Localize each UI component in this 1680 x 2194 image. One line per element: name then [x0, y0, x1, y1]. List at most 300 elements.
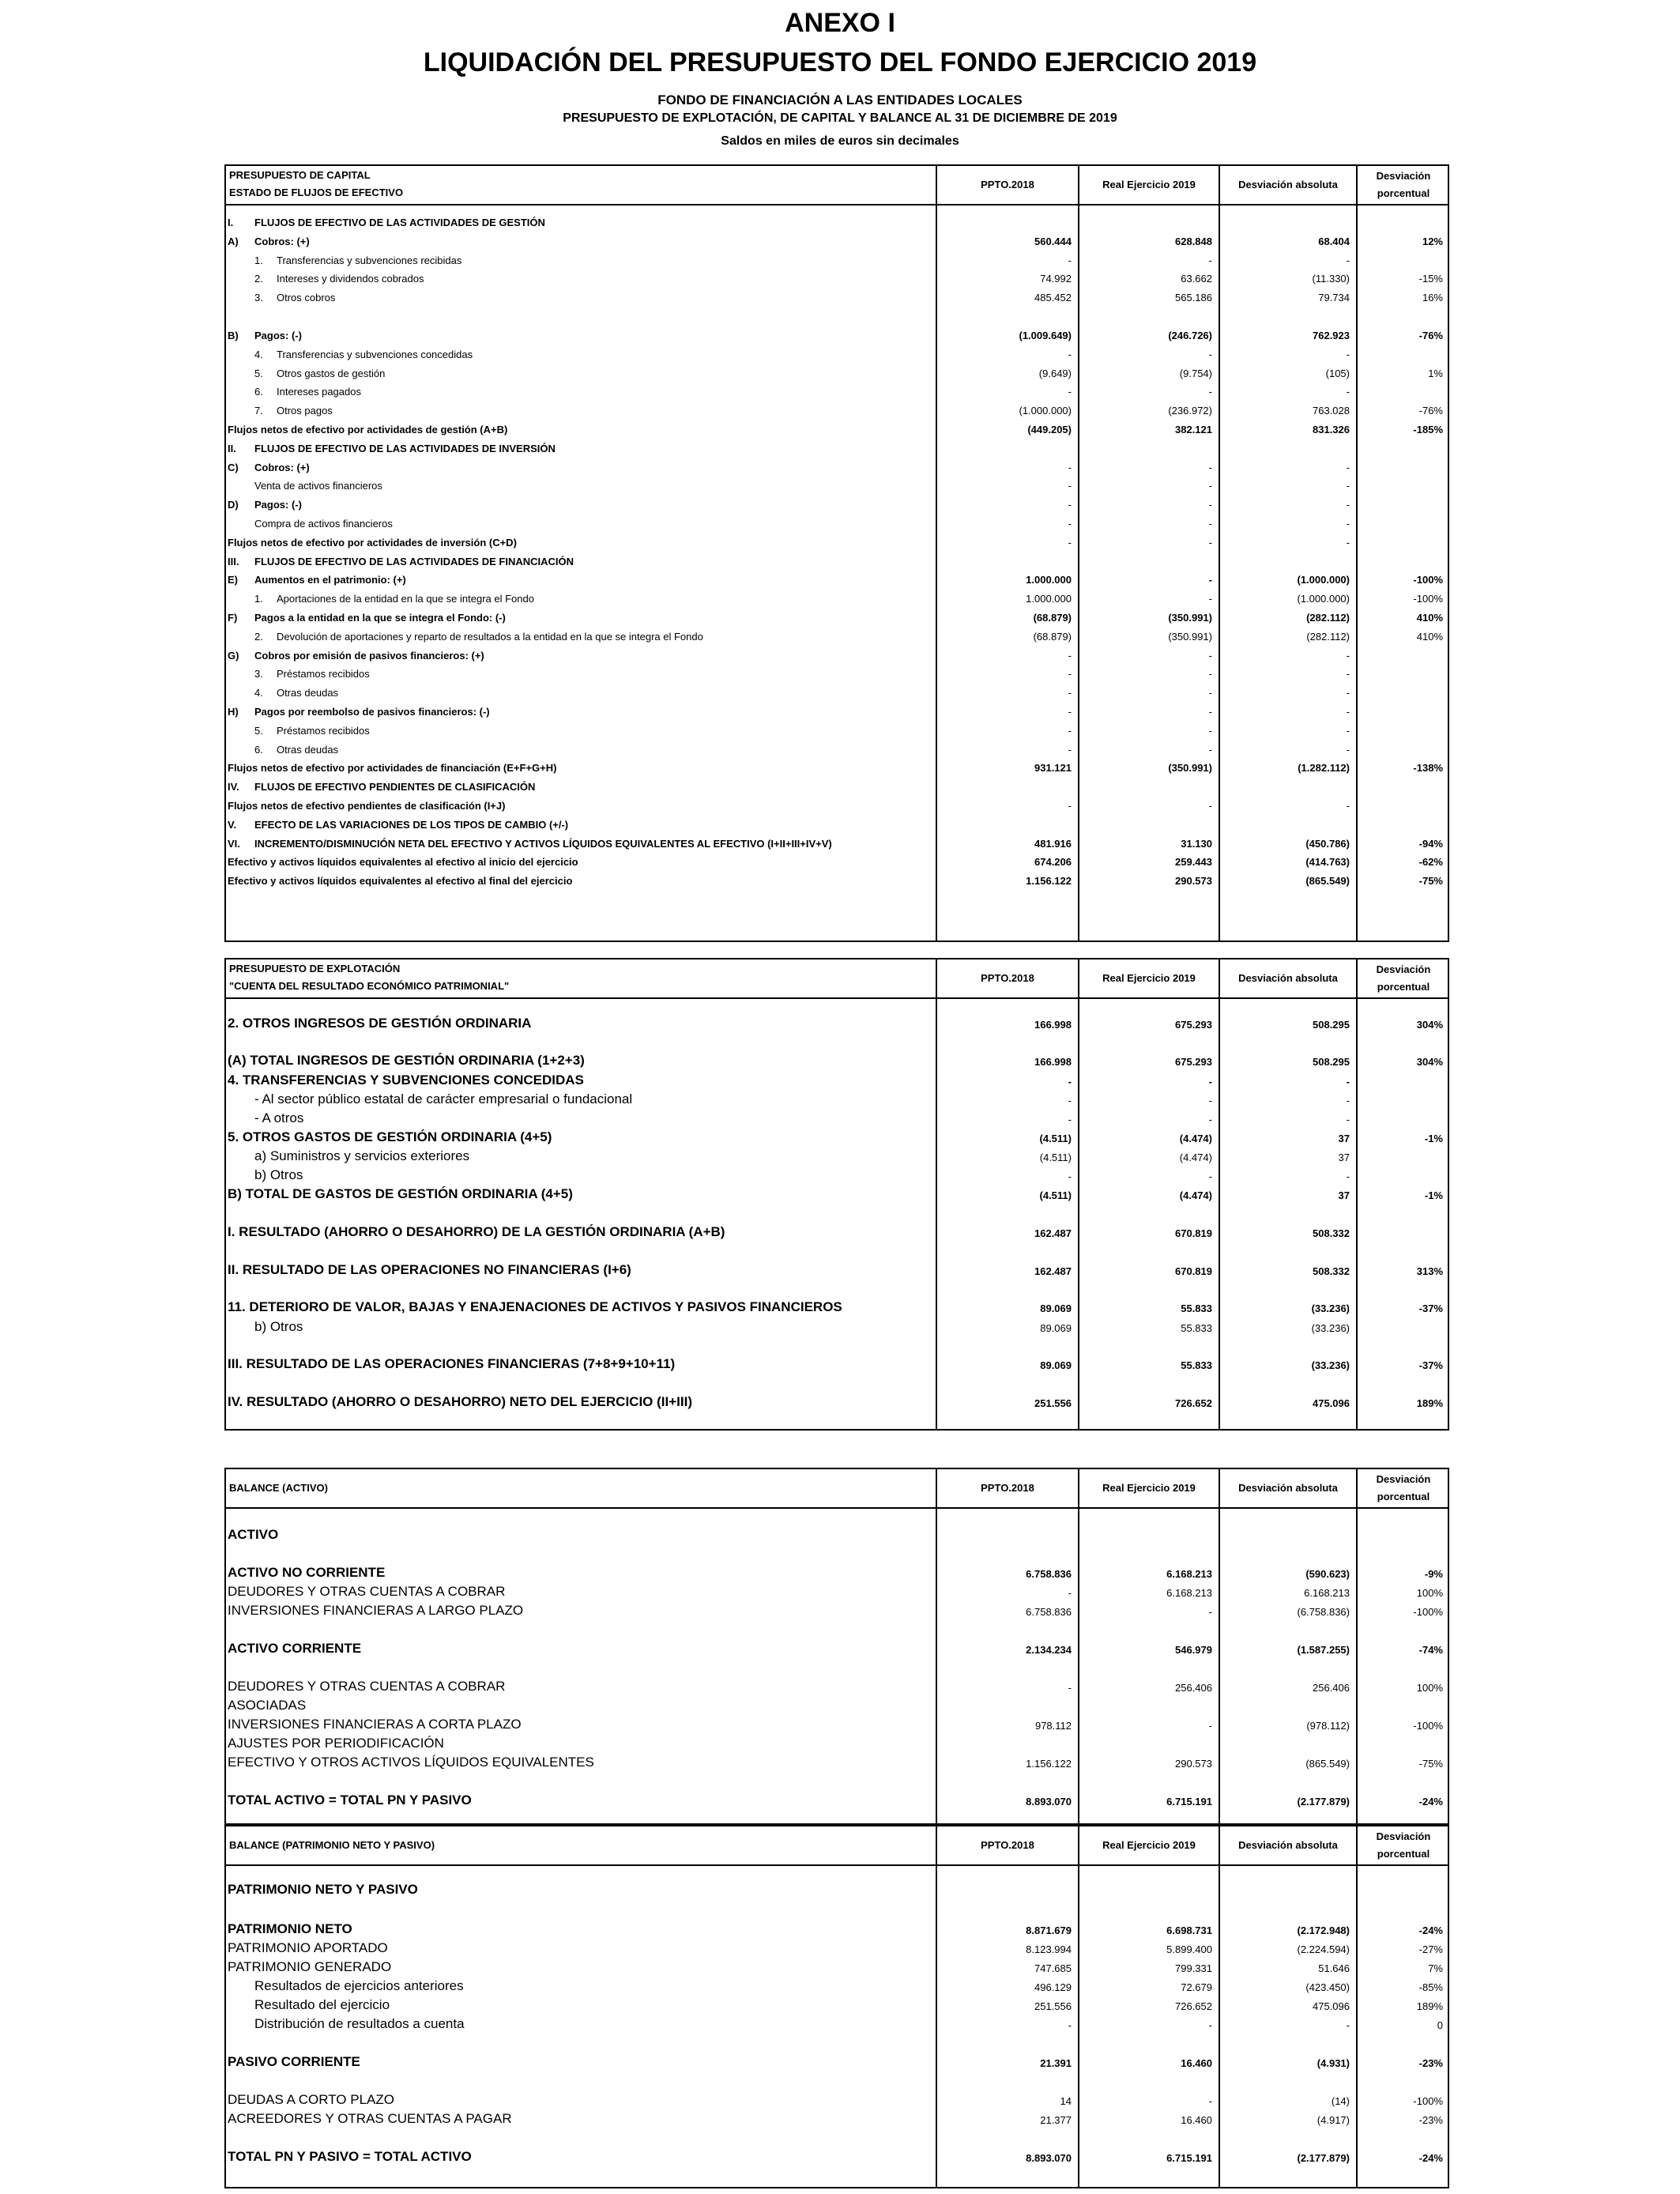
cell-value: 675.293 [1175, 1019, 1212, 1031]
cell-value: - [1346, 1095, 1350, 1106]
cell-value: - [1346, 536, 1350, 548]
cell-value: - [1346, 518, 1350, 530]
row-label: Efectivo y activos líquidos equivalentes al efectivo al final del ejercicio [228, 875, 573, 888]
cell-value: (423.450) [1305, 1981, 1350, 1993]
cell-value: (68.879) [1033, 612, 1072, 624]
cell-value: (33.236) [1311, 1322, 1350, 1334]
cell-value: 674.206 [1034, 856, 1072, 869]
row-label: Venta de activos financieros [254, 480, 382, 492]
cell-value: - [1346, 348, 1350, 360]
col-desv-pct-label-1: Desviación [1376, 170, 1431, 182]
cell-value: (1.587.255) [1297, 1644, 1350, 1656]
cell-value: - [1346, 254, 1350, 266]
row-code: B) [228, 330, 239, 341]
cell-value: (282.112) [1306, 630, 1350, 643]
table-header [226, 1826, 1448, 1866]
cell-value: 382.121 [1175, 424, 1212, 435]
cell-value: (350.991) [1168, 762, 1212, 775]
cell-value: 251.556 [1034, 2000, 1072, 2012]
cell-value: - [1208, 518, 1212, 530]
cell-value: 481.916 [1034, 837, 1072, 850]
row-label: Otras deudas [277, 743, 339, 756]
cell-value: 313% [1416, 1265, 1443, 1277]
row-code: H) [228, 706, 239, 718]
col-desv-pct-label-2: porcentual [1377, 981, 1430, 993]
balance-liabilities-table [224, 1825, 1449, 2188]
cell-value: - [1068, 254, 1072, 266]
cell-value: 55.833 [1181, 1359, 1212, 1371]
row-label: Pagos: (-) [254, 499, 302, 511]
row-label: - A otros [254, 1110, 304, 1125]
cell-value: (2.224.594) [1297, 1943, 1350, 1955]
cell-value: 675.293 [1175, 1056, 1212, 1068]
row-code: 2. [254, 630, 263, 643]
cell-value: -85% [1418, 1981, 1443, 1993]
row-label: Compra de activos financieros [254, 518, 393, 530]
cell-value: 831.326 [1313, 424, 1350, 435]
row-label: Otros gastos de gestión [277, 367, 386, 379]
cell-value: - [1346, 724, 1350, 737]
cell-value: 89.069 [1040, 1359, 1072, 1371]
cell-value: 6.168.213 [1166, 1568, 1212, 1580]
cell-value: 21.391 [1040, 2057, 1072, 2069]
row-label: PATRIMONIO APORTADO [228, 1940, 388, 1955]
row-label: Distribución de resultados a cuenta [254, 2016, 465, 2031]
cell-value: -185% [1413, 424, 1443, 435]
table-subtitle: ESTADO DE FLUJOS DE EFECTIVO [229, 187, 404, 198]
cell-value: 747.685 [1034, 1962, 1072, 1974]
cell-value: (1.000.000) [1297, 593, 1350, 605]
row-code: 4. [254, 348, 263, 360]
table-title: PRESUPUESTO DE EXPLOTACIÓN [229, 963, 401, 974]
table-subtitle: "CUENTA DEL RESULTADO ECONÓMICO PATRIMONIAL" [229, 980, 510, 992]
cell-value: (33.236) [1311, 1359, 1350, 1371]
col-desv-pct-label-1: Desviación [1376, 963, 1431, 975]
row-label: Intereses y dividendos cobrados [277, 273, 424, 285]
cell-value: 166.998 [1034, 1019, 1072, 1031]
row-code: 7. [254, 405, 263, 417]
cell-value: 14 [1060, 2095, 1072, 2107]
cell-value: 8.871.679 [1026, 1924, 1072, 1936]
cell-value: 290.573 [1175, 1758, 1212, 1770]
cell-value: - [1346, 1171, 1350, 1182]
column-divider [1078, 205, 1079, 941]
cell-value: - [1208, 499, 1212, 511]
cell-value: 508.332 [1313, 1227, 1350, 1239]
cell-value: - [1208, 1720, 1212, 1732]
column-divider [1356, 1509, 1358, 1823]
cell-value: - [1346, 499, 1350, 511]
cell-value: -27% [1418, 1943, 1443, 1955]
cell-value: 6.758.836 [1026, 1606, 1072, 1618]
cell-value: 799.331 [1175, 1962, 1212, 1974]
cell-value: - [1068, 668, 1072, 680]
cell-value: - [1346, 386, 1350, 398]
row-label: IV. RESULTADO (AHORRO O DESAHORRO) NETO DEL EJERCICIO (II+III) [228, 1394, 692, 1409]
cell-value: (1.282.112) [1298, 762, 1350, 775]
row-label: 11. DETERIORO DE VALOR, BAJAS Y ENAJENACIONES DE ACTIVOS Y PASIVOS FINANCIEROS [228, 1299, 842, 1314]
row-code: 1. [254, 593, 263, 605]
col-desv-pct-header [1356, 1469, 1449, 1507]
cell-value: 31.130 [1181, 837, 1212, 850]
cell-value: - [1068, 706, 1072, 718]
row-label: Resultados de ejercicios anteriores [254, 1978, 464, 1993]
units-note: Saldos en miles de euros sin decimales [721, 134, 959, 148]
col-real-header [1078, 166, 1219, 204]
economic-result-table [224, 958, 1449, 1431]
cell-value: - [1208, 649, 1212, 662]
table-body [226, 205, 1448, 941]
row-code: I. [228, 217, 234, 228]
cash-flow-table [224, 164, 1449, 942]
cell-value: (978.112) [1306, 1720, 1350, 1732]
column-divider [1356, 205, 1358, 941]
row-label: DEUDORES Y OTRAS CUENTAS A COBRAR [228, 1584, 506, 1599]
cell-value: - [1068, 386, 1072, 398]
cell-value: - [1346, 687, 1350, 699]
row-label: TOTAL PN Y PASIVO = TOTAL ACTIVO [228, 2149, 472, 2164]
cell-value: - [1346, 1076, 1350, 1088]
col-desv-abs-label: Desviación absoluta [1238, 1839, 1338, 1851]
column-divider [936, 205, 937, 941]
row-label: Pagos por reembolso de pasivos financieros: (-) [254, 706, 490, 718]
row-label: FLUJOS DE EFECTIVO DE LAS ACTIVIDADES DE INVERSIÓN [254, 442, 556, 454]
row-label: INVERSIONES FINANCIERAS A LARGO PLAZO [228, 1603, 524, 1618]
cell-value: 304% [1416, 1019, 1443, 1031]
cell-value: - [1068, 1095, 1072, 1106]
cell-value: (450.786) [1305, 837, 1350, 850]
row-label: Pagos a la entidad en la que se integra el Fondo: (-) [254, 612, 506, 624]
cell-value: - [1346, 2019, 1350, 2031]
cell-value: 6.758.836 [1026, 1568, 1072, 1580]
cell-value: - [1068, 1682, 1072, 1694]
cell-value: 1% [1428, 367, 1443, 379]
row-label: (A) TOTAL INGRESOS DE GESTIÓN ORDINARIA (1+2+3) [228, 1053, 585, 1068]
cell-value: 2.134.234 [1026, 1644, 1072, 1656]
cell-value: 259.443 [1175, 856, 1212, 869]
row-code: IV. [228, 781, 239, 794]
cell-value: - [1208, 254, 1212, 266]
row-label: Devolución de aportaciones y reparto de resultados a la entidad en la que se integra el Fondo [277, 630, 703, 643]
col-desv-abs-header [1219, 166, 1356, 204]
cell-value: 166.998 [1034, 1056, 1072, 1068]
cell-value: - [1068, 461, 1072, 473]
cell-value: 670.819 [1175, 1227, 1212, 1239]
cell-value: - [1208, 687, 1212, 699]
cell-value: 51.646 [1318, 1962, 1350, 1974]
col-desv-pct-label-1: Desviación [1376, 1830, 1431, 1842]
col-ppto-header [936, 1469, 1078, 1507]
cell-value: -24% [1418, 1924, 1443, 1936]
cell-value: (590.623) [1305, 1568, 1350, 1580]
table-title: BALANCE (PATRIMONIO NETO Y PASIVO) [229, 1839, 435, 1851]
col-desv-pct-header [1356, 1826, 1449, 1864]
row-code: E) [228, 574, 238, 586]
cell-value: 37 [1338, 1189, 1350, 1201]
row-label: DEUDAS A CORTO PLAZO [228, 2092, 394, 2107]
cell-value: 162.487 [1034, 1265, 1072, 1277]
col-desv-abs-label: Desviación absoluta [1238, 972, 1338, 984]
cell-value: - [1208, 724, 1212, 737]
cell-value: - [1208, 2095, 1212, 2107]
cell-value: - [1208, 1606, 1212, 1618]
row-label: Cobros por emisión de pasivos financieros: (+) [254, 649, 484, 662]
cell-value: - [1068, 480, 1072, 492]
cell-value: (2.177.879) [1297, 1796, 1350, 1808]
cell-value: 1.156.122 [1026, 1758, 1072, 1770]
column-divider [1219, 1509, 1220, 1823]
cell-value: - [1208, 1076, 1212, 1088]
cell-value: -100% [1413, 1720, 1443, 1732]
cell-value: 12% [1422, 235, 1443, 247]
table-body [226, 999, 1448, 1429]
col-desv-pct-label-1: Desviación [1376, 1473, 1431, 1485]
cell-value: - [1068, 687, 1072, 699]
cell-value: -24% [1418, 1796, 1443, 1808]
cell-value: -62% [1418, 856, 1443, 869]
cell-value: - [1208, 348, 1212, 360]
cell-value: 37 [1338, 1133, 1350, 1144]
row-label: ASOCIADAS [228, 1698, 307, 1713]
cell-value: 560.444 [1034, 235, 1072, 247]
cell-value: -75% [1418, 1758, 1443, 1770]
row-label: FLUJOS DE EFECTIVO DE LAS ACTIVIDADES DE FINANCIACIÓN [254, 555, 574, 567]
cell-value: - [1208, 2019, 1212, 2031]
cell-value: - [1068, 1171, 1072, 1182]
cell-value: -9% [1424, 1568, 1443, 1580]
cell-value: -15% [1418, 273, 1443, 285]
cell-value: - [1208, 743, 1212, 756]
cell-value: (4.917) [1317, 2114, 1350, 2126]
row-label: Pagos: (-) [254, 330, 302, 341]
cell-value: 6.168.213 [1166, 1587, 1212, 1599]
cell-value: (4.474) [1179, 1189, 1212, 1201]
cell-value: - [1068, 536, 1072, 548]
row-label: PATRIMONIO GENERADO [228, 1959, 392, 1974]
cell-value: - [1208, 593, 1212, 605]
cell-value: -74% [1418, 1644, 1443, 1656]
cell-value: -138% [1413, 762, 1443, 775]
cell-value: - [1068, 1114, 1072, 1125]
col-real-label: Real Ejercicio 2019 [1102, 179, 1196, 190]
row-label: INCREMENTO/DISMINUCIÓN NETA DEL EFECTIVO Y ACTIVOS LÍQUIDOS EQUIVALENTES AL EFECTIVO (I+II+III+IV+V) [254, 837, 832, 850]
column-divider [1219, 205, 1220, 941]
row-code: C) [228, 461, 239, 473]
row-code: 3. [254, 292, 263, 304]
table-header [226, 959, 1448, 999]
row-label: PATRIMONIO NETO [228, 1921, 352, 1936]
table-title: PRESUPUESTO DE CAPITAL [229, 169, 371, 181]
col-ppto-header [936, 166, 1078, 204]
col-ppto-header [936, 1826, 1078, 1864]
row-code: V. [228, 818, 237, 831]
cell-value: - [1208, 480, 1212, 492]
cell-value: (865.549) [1305, 1758, 1350, 1770]
cell-value: 475.096 [1313, 2000, 1350, 2012]
row-label: B) TOTAL DE GASTOS DE GESTIÓN ORDINARIA (4+5) [228, 1186, 573, 1201]
row-label: Intereses pagados [277, 386, 361, 398]
cell-value: -23% [1418, 2114, 1443, 2126]
col-real-label: Real Ejercicio 2019 [1102, 1482, 1196, 1494]
cell-value: 628.848 [1175, 235, 1212, 247]
cell-value: (350.991) [1168, 612, 1212, 624]
cell-value: - [1346, 649, 1350, 662]
col-real-label: Real Ejercicio 2019 [1102, 1839, 1196, 1851]
cell-value: 0 [1437, 2019, 1443, 2031]
cell-value: (11.330) [1312, 273, 1350, 285]
col-ppto-label: PPTO.2018 [981, 1839, 1034, 1851]
cell-value: (68.879) [1033, 630, 1072, 643]
cell-value: -100% [1413, 574, 1443, 586]
row-label: 5. OTROS GASTOS DE GESTIÓN ORDINARIA (4+5) [228, 1129, 552, 1144]
row-label: Otros pagos [277, 405, 333, 417]
col-desv-pct-label-2: porcentual [1377, 1848, 1430, 1860]
cell-value: - [1068, 2019, 1072, 2031]
row-label: Otros cobros [277, 292, 336, 304]
cell-value: (236.972) [1168, 405, 1212, 417]
cell-value: (1.009.649) [1019, 330, 1072, 341]
row-label: Otras deudas [277, 687, 339, 699]
cell-value: 55.833 [1181, 1322, 1212, 1334]
cell-value: - [1346, 480, 1350, 492]
row-label: Resultado del ejercicio [254, 1997, 390, 2012]
cell-value: (4.511) [1039, 1189, 1072, 1201]
row-code: VI. [228, 837, 240, 850]
row-label: Cobros: (+) [254, 461, 310, 473]
row-label: b) Otros [254, 1319, 303, 1334]
cell-value: 475.096 [1313, 1397, 1350, 1409]
row-code: A) [228, 235, 239, 247]
cell-value: (33.236) [1311, 1302, 1350, 1314]
row-label: PASIVO CORRIENTE [228, 2054, 360, 2069]
cell-value: 931.121 [1034, 762, 1072, 775]
cell-value: -24% [1418, 2152, 1443, 2164]
cell-value: (1.000.000) [1297, 574, 1350, 586]
cell-value: (2.177.879) [1297, 2152, 1350, 2164]
cell-value: -76% [1418, 405, 1443, 417]
row-label: 2. OTROS INGRESOS DE GESTIÓN ORDINARIA [228, 1016, 532, 1031]
table-body [226, 1866, 1448, 2187]
cell-value: (282.112) [1306, 612, 1350, 624]
table-body [226, 1509, 1448, 1823]
row-label: 4. TRANSFERENCIAS Y SUBVENCIONES CONCEDIDAS [228, 1072, 584, 1088]
cell-value: (6.758.836) [1297, 1606, 1350, 1618]
cell-value: (105) [1325, 367, 1350, 379]
cell-value: - [1068, 743, 1072, 756]
cell-value: - [1208, 461, 1212, 473]
cell-value: 100% [1416, 1682, 1443, 1694]
cell-value: 89.069 [1040, 1322, 1072, 1334]
cell-value: - [1346, 743, 1350, 756]
row-label: ACTIVO CORRIENTE [228, 1641, 362, 1656]
row-label: FLUJOS DE EFECTIVO PENDIENTES DE CLASIFICACIÓN [254, 781, 536, 794]
row-label: INVERSIONES FINANCIERAS A CORTA PLAZO [228, 1717, 522, 1732]
cell-value: - [1068, 724, 1072, 737]
row-label: b) Otros [254, 1167, 303, 1182]
row-label: EFECTO DE LAS VARIACIONES DE LOS TIPOS DE CAMBIO (+/-) [254, 818, 569, 831]
cell-value: - [1346, 461, 1350, 473]
cell-value: -100% [1413, 593, 1443, 605]
cell-value: 1.000.000 [1026, 593, 1072, 605]
cell-value: (4.511) [1039, 1133, 1072, 1144]
row-code: 4. [254, 687, 263, 699]
row-label: EFECTIVO Y OTROS ACTIVOS LÍQUIDOS EQUIVALENTES [228, 1755, 594, 1770]
cell-value: 508.295 [1313, 1056, 1350, 1068]
cell-value: (4.474) [1179, 1133, 1212, 1144]
balance-assets-table [224, 1468, 1449, 1825]
cell-value: - [1346, 800, 1350, 812]
cell-value: 251.556 [1034, 1397, 1072, 1409]
cell-value: 726.652 [1175, 1397, 1212, 1409]
row-label: Flujos netos de efectivo pendientes de clasificación (I+J) [228, 800, 506, 812]
column-divider [936, 1509, 937, 1823]
column-divider [1078, 1509, 1079, 1823]
cell-value: (9.754) [1179, 367, 1212, 379]
row-label: Préstamos recibidos [277, 724, 370, 737]
col-desv-abs-header [1219, 959, 1356, 997]
cell-value: (350.991) [1168, 630, 1212, 643]
cell-value: - [1068, 800, 1072, 812]
col-desv-abs-header [1219, 1826, 1356, 1864]
cell-value: 496.129 [1034, 1981, 1072, 1993]
cell-value: - [1208, 1171, 1212, 1182]
row-label: Aumentos en el patrimonio: (+) [254, 574, 406, 586]
row-code: D) [228, 499, 239, 511]
cell-value: 256.406 [1313, 1682, 1350, 1694]
row-code: F) [228, 612, 238, 624]
cell-value: - [1208, 706, 1212, 718]
cell-value: (449.205) [1027, 424, 1072, 435]
annex-title: ANEXO I [785, 8, 895, 38]
cell-value: (246.726) [1168, 330, 1212, 341]
cell-value: -75% [1418, 875, 1443, 888]
cell-value: 68.404 [1318, 235, 1350, 247]
cell-value: (4.931) [1317, 2057, 1350, 2069]
cell-value: 79.734 [1318, 292, 1350, 304]
row-label: Transferencias y subvenciones recibidas [277, 254, 462, 266]
cell-value: 16% [1422, 292, 1443, 304]
row-label: Efectivo y activos líquidos equivalentes al efectivo al inicio del ejercicio [228, 856, 578, 869]
row-code: III. [228, 555, 239, 567]
cell-value: - [1208, 1114, 1212, 1125]
cell-value: -1% [1424, 1133, 1443, 1144]
cell-value: 63.662 [1181, 273, 1212, 285]
row-label: - Al sector público estatal de carácter empresarial o fundacional [254, 1091, 633, 1106]
col-real-header [1078, 959, 1219, 997]
col-desv-pct-header [1356, 166, 1449, 204]
cell-value: 8.893.070 [1026, 2152, 1072, 2164]
row-label: Flujos netos de efectivo por actividades de gestión (A+B) [228, 424, 508, 435]
row-label: ACREEDORES Y OTRAS CUENTAS A PAGAR [228, 2111, 512, 2126]
row-label: FLUJOS DE EFECTIVO DE LAS ACTIVIDADES DE GESTIÓN [254, 217, 545, 228]
col-real-header [1078, 1469, 1219, 1507]
col-desv-pct-label-2: porcentual [1377, 187, 1430, 199]
cell-value: (1.000.000) [1019, 405, 1072, 417]
cell-value: 410% [1416, 630, 1443, 643]
row-label: AJUSTES POR PERIODIFICACIÓN [228, 1736, 444, 1751]
cell-value: 1.156.122 [1026, 875, 1072, 888]
row-label: ACTIVO [228, 1527, 279, 1542]
cell-value: 256.406 [1175, 1682, 1212, 1694]
cell-value: 410% [1416, 612, 1443, 624]
cell-value: 8.893.070 [1026, 1796, 1072, 1808]
row-label: I. RESULTADO (AHORRO O DESAHORRO) DE LA GESTIÓN ORDINARIA (A+B) [228, 1224, 725, 1239]
row-label: TOTAL ACTIVO = TOTAL PN Y PASIVO [228, 1793, 472, 1808]
cell-value: 189% [1416, 2000, 1443, 2012]
cell-value: - [1068, 1076, 1072, 1088]
cell-value: 485.452 [1034, 292, 1072, 304]
cell-value: -37% [1418, 1359, 1443, 1371]
